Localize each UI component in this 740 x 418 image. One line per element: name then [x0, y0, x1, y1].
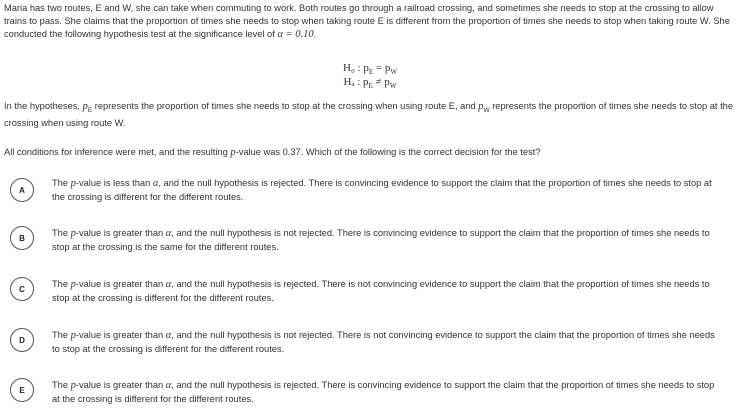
choice-a-text: The p-value is less than α, and the null hypothesis is rejected. There is convincing evidence to support the claim that the proportion of times she needs to stop at the crossing is different for the different routes.: [52, 178, 712, 202]
choice-b-text: The p-value is greater than α, and the null hypothesis is not rejected. There is convincing evidence to support the claim that the proportion of times she needs to stop at the crossing is the same for the different routes.: [52, 228, 710, 252]
intro-end: .: [313, 29, 317, 39]
choice-d[interactable]: [0, 328, 740, 368]
alpha-value: α = 0.10: [277, 29, 314, 40]
null-hypothesis: H₀ : $p_E = p_W$: [343, 62, 397, 77]
choice-e-radio[interactable]: E: [10, 378, 34, 402]
choice-e-text: The p-value is greater than α, and the null hypothesis is rejected. There is convincing evidence to support the claim that the proportion of times she needs to stop at the crossing is different for the different routes.: [52, 380, 715, 404]
choice-a-radio[interactable]: A: [10, 178, 34, 202]
hypothesis-definition: In the hypotheses, $p_E$ represents the proportion of times she needs to stop at the crossing when using route E, and $p_W$ represents the proportion of times she needs to stop at the crossing when using route W.: [4, 101, 734, 128]
choice-c-radio[interactable]: C: [10, 277, 34, 301]
choice-a[interactable]: [0, 175, 740, 215]
choice-c-text: The p-value is greater than α, and the null hypothesis is rejected. There is not convincing evidence to support the claim that the proportion of times she needs to stop at the crossing is different for the different routes.: [52, 279, 710, 303]
choice-c[interactable]: [0, 277, 740, 317]
question-intro: [4, 2, 737, 41]
question-prompt: All conditions for inference were met, and the resulting p-value was 0.37. Which of the following is the correct decision for the test?: [4, 147, 541, 158]
intro-text: Maria has two routes, E and W, she can take when commuting to work. Both routes go through a railroad crossing, and sometimes she needs to stop at the crossing to allow trains to pass. She claims that the proportion of times she needs to stop when taking route E is different from the proportion of times she needs to stop when taking route W. She conducted the following hypothesis test at the significance level of: [4, 3, 730, 39]
choice-b-radio[interactable]: B: [10, 226, 34, 250]
choice-b[interactable]: [0, 226, 740, 266]
choice-e[interactable]: [0, 378, 740, 418]
choice-d-radio[interactable]: D: [10, 328, 34, 352]
choice-d-text: The p-value is greater than α, and the null hypothesis is not rejected. There is not convincing evidence to support the claim that the proportion of times she needs to stop at the crossing is different for the different routes.: [52, 330, 715, 354]
alternative-hypothesis: Hₐ : $p_E \ne p_W$: [343, 76, 397, 91]
